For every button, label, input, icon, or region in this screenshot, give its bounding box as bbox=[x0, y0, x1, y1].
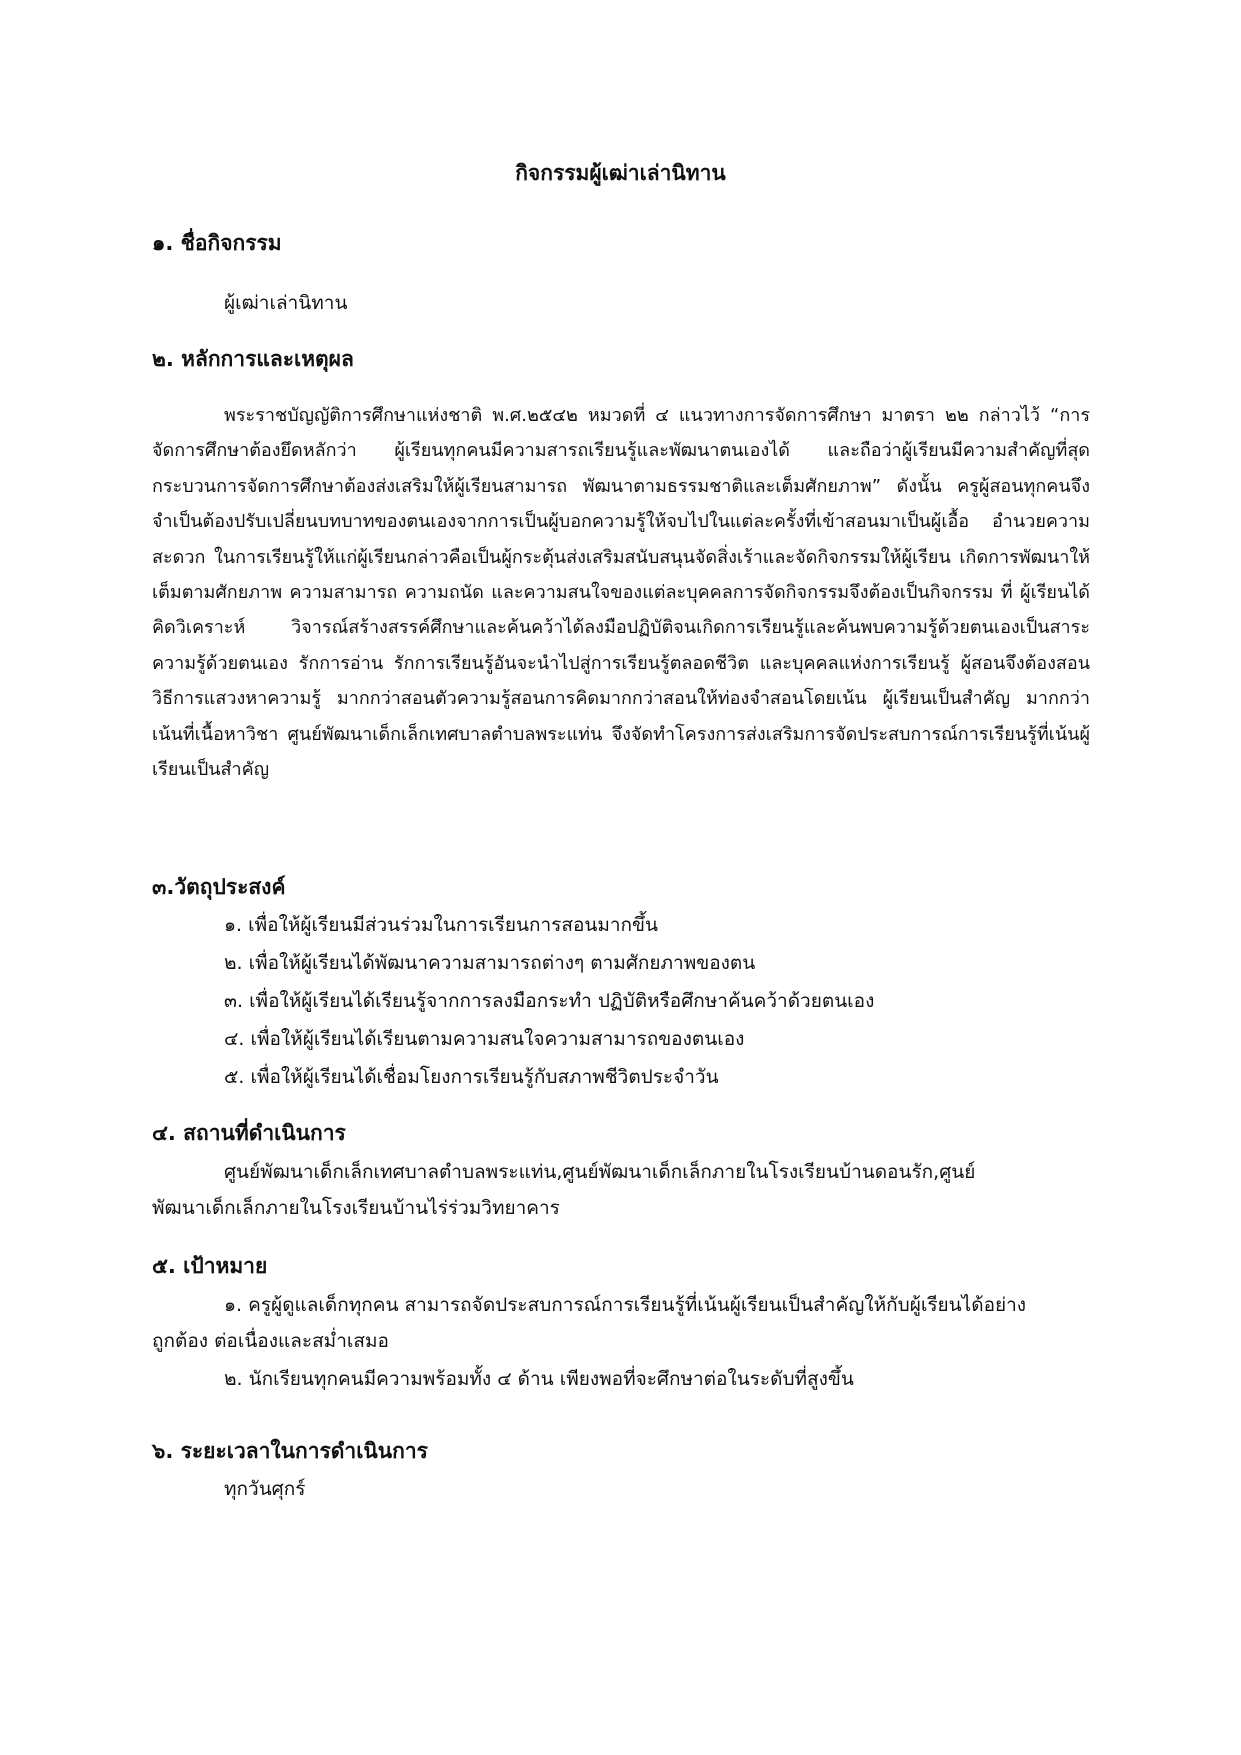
objective-item: ๓. เพื่อให้ผู้เรียนได้เรียนรู้จากการลงมือกระทำ ปฏิบัติหรือศึกษาค้นคว้าด้วยตนเอง bbox=[224, 990, 875, 1012]
objective-item: ๑. เพื่อให้ผู้เรียนมีส่วนร่วมในการเรียนการสอนมากขึ้น bbox=[224, 914, 659, 936]
goal-item-2: ๒. นักเรียนทุกคนมีความพร้อมทั้ง ๔ ด้าน เพียงพอที่จะศึกษาต่อในระดับที่สูงขึ้น bbox=[224, 1368, 854, 1390]
section-4-line-1: ศูนย์พัฒนาเด็กเล็กเทศบาลตำบลพระแท่น,ศูนย์พัฒนาเด็กเล็กภายในโรงเรียนบ้านดอนรัก,ศูนย์ bbox=[224, 1161, 976, 1183]
section-1-heading: ๑. ชื่อกิจกรรม bbox=[152, 231, 282, 255]
section-5-heading: ๕. เป้าหมาย bbox=[152, 1254, 268, 1278]
objective-item: ๒. เพื่อให้ผู้เรียนได้พัฒนาความสามารถต่างๆ ตามศักยภาพของตน bbox=[224, 952, 756, 974]
section-6-heading: ๖. ระยะเวลาในการดำเนินการ bbox=[152, 1439, 428, 1463]
objective-item: ๕. เพื่อให้ผู้เรียนได้เชื่อมโยงการเรียนรู้กับสภาพชีวิตประจำวัน bbox=[224, 1066, 719, 1088]
section-2-heading: ๒. หลักการและเหตุผล bbox=[152, 347, 354, 371]
section-4-heading: ๔. สถานที่ดำเนินการ bbox=[152, 1121, 346, 1145]
section-4-line-2: พัฒนาเด็กเล็กภายในโรงเรียนบ้านไร่ร่วมวิทยาคาร bbox=[152, 1197, 560, 1219]
section-6-body: ทุกวันศุกร์ bbox=[224, 1478, 306, 1500]
section-1-body: ผู้เฒ่าเล่านิทาน bbox=[224, 292, 348, 314]
goal-item-1-line-2: ถูกต้อง ต่อเนื่องและสม่ำเสมอ bbox=[152, 1330, 389, 1352]
section-2-body: พระราชบัญญัติการศึกษาแห่งชาติ พ.ศ.๒๕๔๒ หมวดที่ ๔ แนวทางการจัดการศึกษา มาตรา ๒๒ กล่าวไว้ “การจัดการศึกษาต้องยึดหลักว่า ผู้เรียนทุกคนมีความสารถเรียนรู้และพัฒนาตนเองได้ และถือว่าผู้เรียนมีความสำคัญที่สุด กระบวนการจัดการศึกษาต้องส่งเสริมให้ผู้เรียนสามารถ พัฒนาตามธรรมชาติและเต็มศักยภาพ” ดังนั้น ครูผู้สอนทุกคนจึงจำเป็นต้องปรับเปลี่ยนบทบาทของตนเองจากการเป็นผู้บอกความรู้ให้จบไปในแต่ละครั้งที่เข้าสอนมาเป็นผู้เอื้อ อำนวยความสะดวก ในการเรียนรู้ให้แก่ผู้เรียนกล่าวคือเป็นผู้กระตุ้นส่งเสริมสนับสนุนจัดสิ่งเร้าและจัดกิจกรรมให้ผู้เรียน เกิดการพัฒนาให้เต็มตามศักยภาพ ความสามารถ ความถนัด และความสนใจของแต่ละบุคคลการจัดกิจกรรมจึงต้องเป็นกิจกรรม ที่ ผู้เรียนได้คิดวิเคราะห์ วิจารณ์สร้างสรรค์ศึกษาและค้นคว้าได้ลงมือปฏิบัติจนเกิดการเรียนรู้และค้นพบความรู้ด้วยตนเองเป็นสาระ ความรู้ด้วยตนเอง รักการอ่าน รักการเรียนรู้อันจะนำไปสู่การเรียนรู้ตลอดชีวิต และบุคคลแห่งการเรียนรู้ ผู้สอนจึงต้องสอนวิธีการแสวงหาความรู้ มากกว่าสอนตัวความรู้สอนการคิดมากกว่าสอนให้ท่องจำสอนโดยเน้น ผู้เรียนเป็นสำคัญ มากกว่าเน้นที่เนื้อหาวิชา ศูนย์พัฒนาเด็กเล็กเทศบาลตำบลพระแท่น จึงจัดทำโครงการส่งเสริมการจัดประสบการณ์การเรียนรู้ที่เน้นผู้เรียนเป็นสำคัญ bbox=[152, 405, 1090, 781]
section-3-heading: ๓.วัตถุประสงค์ bbox=[152, 875, 286, 899]
objective-item: ๔. เพื่อให้ผู้เรียนได้เรียนตามความสนใจความสามารถของตนเอง bbox=[224, 1028, 745, 1050]
goal-item-1-line-1: ๑. ครูผู้ดูแลเด็กทุกคน สามารถจัดประสบการณ์การเรียนรู้ที่เน้นผู้เรียนเป็นสำคัญให้กับผู้เรียนได้อย่าง bbox=[224, 1294, 1027, 1316]
document-title: กิจกรรมผู้เฒ่าเล่านิทาน bbox=[515, 161, 726, 185]
